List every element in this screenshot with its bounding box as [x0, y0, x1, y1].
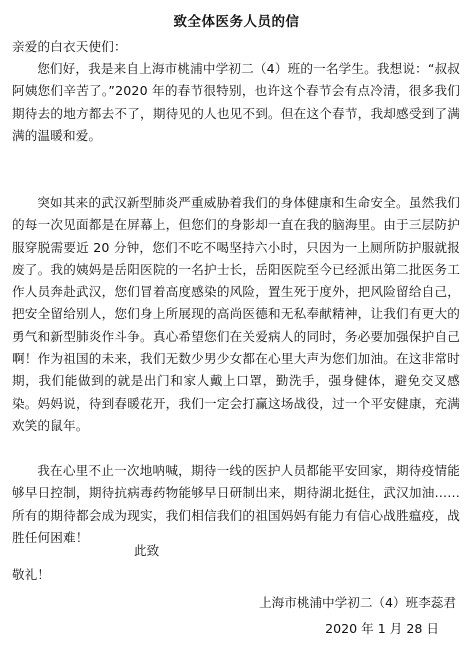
paragraph-1 — [12, 58, 460, 147]
letter-date: 2020 年 1 月 28 日 — [325, 621, 439, 636]
paragraph-1-text: 您们好，我是来自上海市桃浦中学初二（4）班的一名学生。我想说：“叔叔阿姨您们辛苦了。”2020 年的春节很特别，也许这个春节会有点冷清，很多我们期待去的地方都去不了，期待见的人也见不到。但在这个春节，我却感受到了满满的温暖和爱。 — [12, 61, 460, 143]
closing-jingli: 敬礼！ — [12, 567, 50, 582]
signature: 上海市桃浦中学初二（4）班李蕊君 — [259, 595, 456, 610]
paragraph-3 — [12, 460, 460, 549]
paragraph-2 — [12, 192, 460, 437]
letter-title: 致全体医务人员的信 — [173, 14, 300, 30]
salutation — [12, 36, 460, 58]
closing-cizhi: 此致 — [134, 543, 160, 558]
salutation-text: 亲爱的白衣天使们： — [12, 39, 127, 54]
paragraph-2-text: 突如其来的武汉新型肺炎严重威胁着我们的身体健康和生命安全。虽然我们的每一次见面都是在屏幕上，但您们的身影却一直在我的脑海里。由于三层防护服穿脱需要近 20 分钟，您们不吃不喝坚持六小时，只因为一上厕所防护服就报废了。我的姨妈是岳阳医院的一名护士长，岳阳医院至今已经派出第二批医务工作人员奔赴武汉，您们冒着高度感染的风险，置生死于度外，把风险留给自己，把安全留给别人，您们身上所展现的高尚医德和无私奉献精神，让我们有更大的勇气和新型肺炎作斗争。真心希望您们在关爱病人的同时，务必要加强保护自己啊！作为祖国的未来，我们无数少男少女都在心里大声为您们加油。在这非常时期，我们能做到的就是出门和家人戴上口罩，勤洗手，强身健体，避免交叉感染。妈妈说，待到春暖花开，我们一定会打赢这场战役，过一个平安健康，充满欢笑的鼠年。 — [12, 195, 460, 433]
paragraph-3-text: 我在心里不止一次地呐喊，期待一线的医护人员都能平安回家，期待疫情能够早日控制，期待抗病毒药物能够早日研制出来，期待湖北挺住，武汉加油……所有的期待都会成为现实，我们相信我们的祖国妈妈有能力有信心战胜瘟疫，战胜任何困难！ — [12, 463, 460, 545]
